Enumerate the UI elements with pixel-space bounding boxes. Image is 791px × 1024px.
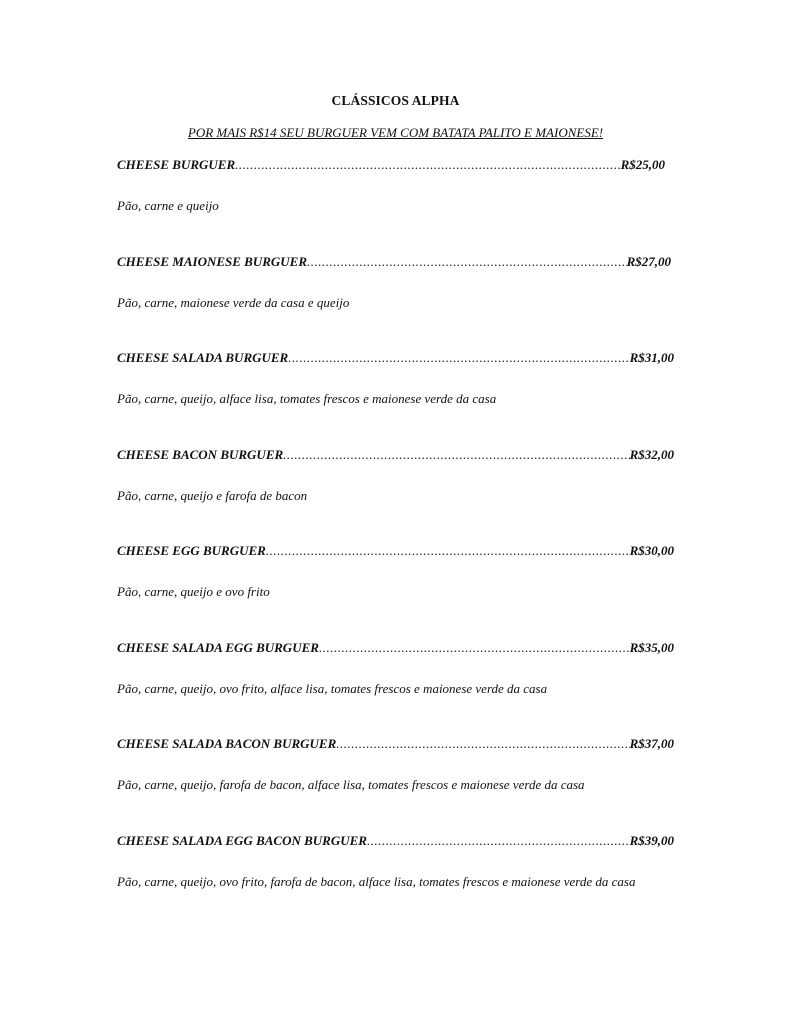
item-name: CHEESE BACON BURGUER (117, 447, 284, 462)
dot-leader (336, 736, 629, 752)
item-name: CHEESE EGG BURGUER (117, 543, 266, 558)
promo-text: POR MAIS R$14 SEU BURGUER VEM COM BATATA PALITO E MAIONESE! (187, 125, 604, 140)
item-name: CHEESE BURGUER (117, 157, 236, 172)
menu-item (117, 350, 674, 408)
menu-item (117, 833, 674, 891)
item-name: CHEESE MAIONESE BURGUER (117, 254, 308, 269)
item-price: R$25,00 (620, 157, 665, 172)
item-description: Pão, carne, queijo, farofa de bacon, alface lisa, tomates frescos e maionese verde da casa (117, 777, 585, 792)
dot-leader (235, 157, 620, 173)
menu-item (117, 640, 674, 698)
item-price: R$31,00 (629, 350, 674, 365)
item-description: Pão, carne, queijo, ovo frito, farofa de bacon, alface lisa, tomates frescos e maionese verde da casa (117, 874, 636, 889)
item-price: R$37,00 (629, 736, 674, 751)
dot-leader (283, 447, 629, 463)
item-name: CHEESE SALADA BURGUER (117, 350, 289, 365)
item-price: R$27,00 (626, 254, 671, 269)
item-description: Pão, carne, maionese verde da casa e queijo (117, 295, 350, 310)
item-description: Pão, carne, queijo e farofa de bacon (117, 488, 308, 503)
item-price: R$35,00 (629, 640, 674, 655)
dot-leader (319, 640, 630, 656)
item-price: R$32,00 (629, 447, 674, 462)
item-price: R$30,00 (629, 543, 674, 558)
item-description: Pão, carne, queijo e ovo frito (117, 584, 270, 599)
menu-item (117, 736, 674, 794)
menu-title: CLÁSSICOS ALPHA (331, 93, 460, 108)
dot-leader (288, 350, 629, 366)
menu-item (117, 543, 674, 601)
dot-leader (307, 254, 627, 270)
item-price: R$39,00 (629, 833, 674, 848)
menu-item (117, 254, 671, 312)
item-description: Pão, carne, queijo, alface lisa, tomates frescos e maionese verde da casa (117, 391, 497, 406)
item-name: CHEESE SALADA EGG BURGUER (117, 640, 319, 655)
dot-leader (367, 833, 630, 849)
item-description: Pão, carne, queijo, ovo frito, alface lisa, tomates frescos e maionese verde da casa (117, 681, 548, 696)
item-description: Pão, carne e queijo (117, 198, 219, 213)
dot-leader (266, 543, 630, 559)
item-name: CHEESE SALADA BACON BURGUER (117, 736, 337, 751)
menu-item (117, 157, 665, 215)
menu-item (117, 447, 674, 505)
item-name: CHEESE SALADA EGG BACON BURGUER (117, 833, 367, 848)
